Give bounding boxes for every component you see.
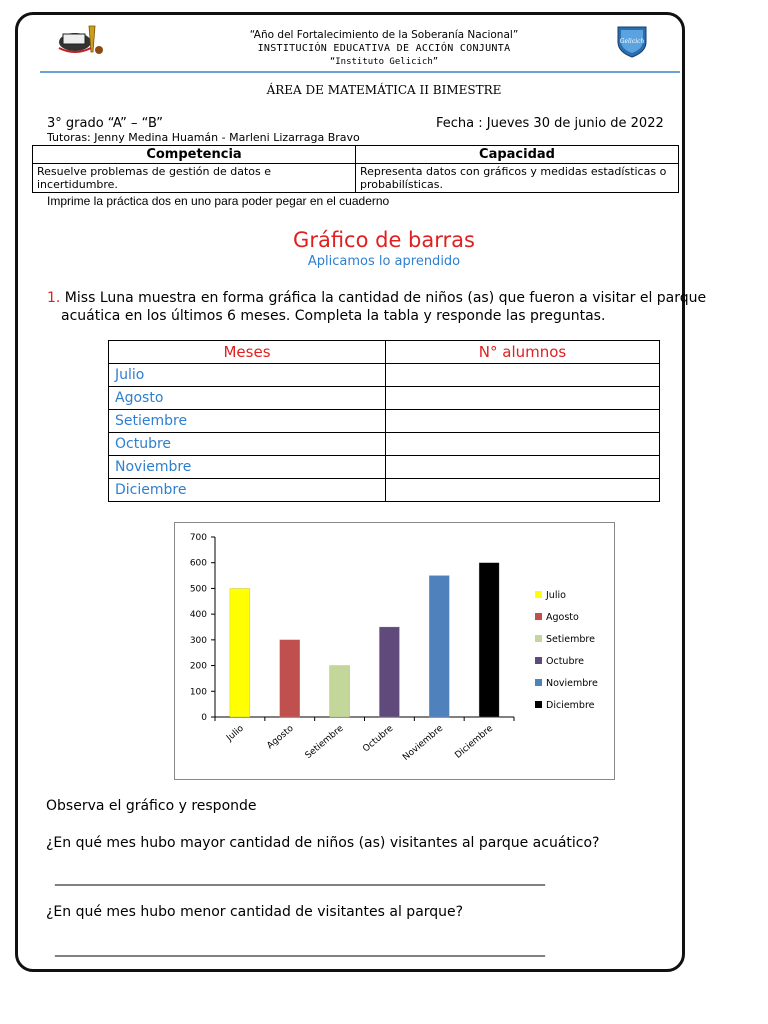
legend-swatch <box>535 701 542 708</box>
legend-swatch <box>535 679 542 686</box>
month-cell: Noviembre <box>109 456 386 479</box>
question-b: ¿En qué mes hubo menor cantidad de visitantes al parque? <box>46 904 464 920</box>
bar <box>429 576 449 717</box>
x-tick-label: Agosto <box>265 723 296 752</box>
competency-cell: Resuelve problemas de gestión de datos e incertidumbre. <box>33 164 356 193</box>
y-tick-label: 700 <box>189 533 207 543</box>
capacity-header: Capacidad <box>356 146 679 164</box>
logo-right-text: Gelicich <box>619 38 645 45</box>
legend-label: Agosto <box>546 612 579 623</box>
table-row <box>109 479 660 502</box>
institution-subtitle: “Instituto Gelicich” <box>329 57 439 67</box>
answer-line-b[interactable]: ______________________________________________________________________ <box>55 941 545 957</box>
legend-swatch <box>535 657 542 664</box>
month-cell: Julio <box>109 364 386 387</box>
y-tick-label: 500 <box>189 584 207 595</box>
page-subtitle: Aplicamos lo aprendido <box>307 254 461 269</box>
y-tick-label: 100 <box>189 687 207 698</box>
month-cell: Octubre <box>109 433 386 456</box>
months-table <box>108 340 660 502</box>
students-cell[interactable] <box>386 387 660 410</box>
students-cell[interactable] <box>386 456 660 479</box>
y-tick-label: 400 <box>189 610 207 621</box>
date-label: Fecha : Jueves 30 de junio de 2022 <box>436 116 664 131</box>
institution-name: INSTITUCIÓN EDUCATIVA DE ACCIÓN CONJUNTA <box>257 43 511 54</box>
competency-table <box>32 145 679 193</box>
x-tick-label: Julio <box>224 723 246 744</box>
legend-label: Julio <box>546 590 566 601</box>
tutors-label: Tutoras: Jenny Medina Huamán - Marleni Lizarraga Bravo <box>47 131 360 144</box>
month-cell: Setiembre <box>109 410 386 433</box>
students-cell[interactable] <box>386 433 660 456</box>
legend-label: Noviembre <box>546 678 598 689</box>
area-heading: ÁREA DE MATEMÁTICA II BIMESTRE <box>266 83 502 97</box>
x-tick-label: Diciembre <box>453 723 496 761</box>
x-tick-label: Noviembre <box>401 723 446 763</box>
y-tick-label: 200 <box>189 661 207 672</box>
header-divider <box>40 71 680 73</box>
y-tick-label: 300 <box>189 635 207 646</box>
legend-label: Diciembre <box>546 700 595 711</box>
competency-header: Competencia <box>33 146 356 164</box>
capacity-cell: Representa datos con gráficos y medidas estadísticas o probabilísticas. <box>356 164 679 193</box>
legend-swatch <box>535 591 542 598</box>
students-header: N° alumnos <box>386 341 660 364</box>
legend-label: Octubre <box>546 656 585 667</box>
question-1-text-line2: acuática en los últimos 6 meses. Completa la tabla y responde las preguntas. <box>61 308 606 324</box>
year-motto: “Año del Fortalecimiento de la Soberanía Nacional” <box>249 29 519 41</box>
x-tick-label: Setiembre <box>303 723 346 762</box>
bar <box>280 640 300 717</box>
question-a: ¿En qué mes hubo mayor cantidad de niños (as) visitantes al parque acuático? <box>46 835 600 851</box>
legend-swatch <box>535 613 542 620</box>
table-row <box>109 456 660 479</box>
grade-label: 3° grado “A” – “B” <box>47 116 163 131</box>
table-row <box>109 410 660 433</box>
students-cell[interactable] <box>386 364 660 387</box>
bar <box>479 563 499 717</box>
month-cell: Diciembre <box>109 479 386 502</box>
answer-line-a[interactable]: ______________________________________________________________________ <box>55 870 545 886</box>
observe-instruction: Observa el gráfico y responde <box>46 798 257 814</box>
question-1-text-line1: Miss Luna muestra en forma gráfica la cantidad de niños (as) que fueron a visitar el parque <box>60 290 707 306</box>
table-row <box>109 387 660 410</box>
bar-chart <box>175 523 614 779</box>
months-header: Meses <box>109 341 386 364</box>
bar-chart-frame <box>174 522 615 780</box>
y-tick-label: 0 <box>201 713 207 723</box>
question-1-number: 1. <box>47 290 61 306</box>
page-title: Gráfico de barras <box>293 228 475 252</box>
bar <box>230 588 250 717</box>
bar <box>379 627 399 717</box>
legend-label: Setiembre <box>546 634 595 645</box>
question-1 <box>47 289 706 325</box>
x-tick-label: Octubre <box>361 723 396 755</box>
y-tick-label: 600 <box>189 558 207 569</box>
print-note: Imprime la práctica dos en uno para poder pegar en el cuaderno <box>47 194 390 208</box>
bar <box>330 666 350 717</box>
students-cell[interactable] <box>386 410 660 433</box>
month-cell: Agosto <box>109 387 386 410</box>
table-row <box>109 433 660 456</box>
legend-swatch <box>535 635 542 642</box>
students-cell[interactable] <box>386 479 660 502</box>
table-row <box>109 364 660 387</box>
